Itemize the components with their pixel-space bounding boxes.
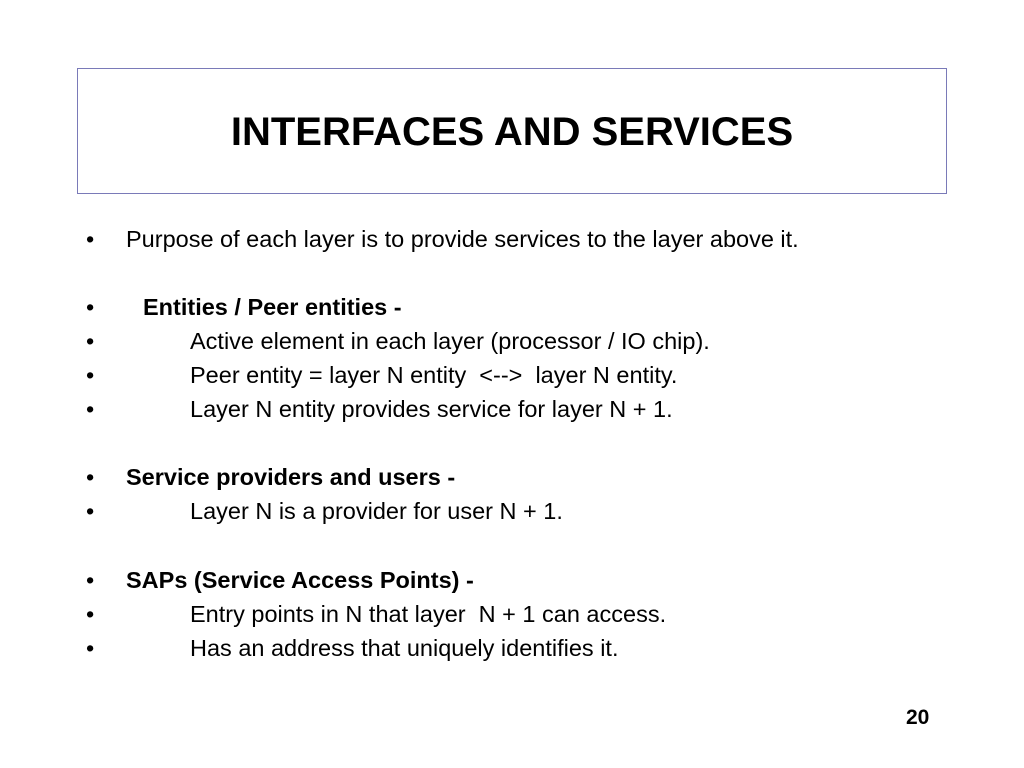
list-item	[0, 597, 1024, 631]
bullet-icon: •	[86, 464, 95, 490]
bullet-icon: •	[86, 328, 95, 354]
list-item	[0, 358, 1024, 392]
bullet-text: Has an address that uniquely identifies it.	[190, 635, 619, 661]
bullet-icon: •	[86, 362, 95, 388]
page-number: 20	[906, 706, 930, 729]
title-box	[77, 68, 947, 194]
bullet-text: Entry points in N that layer N + 1 can access.	[190, 601, 667, 627]
bullet-text: Layer N is a provider for user N + 1.	[190, 498, 563, 524]
bullet-text: Active element in each layer (processor / IO chip).	[190, 328, 710, 354]
list-item	[0, 460, 1024, 494]
bullet-text: Peer entity = layer N entity <--> layer N entity.	[190, 362, 678, 388]
list-item	[0, 222, 1024, 256]
list-item	[0, 563, 1024, 597]
bullet-icon: •	[86, 567, 95, 593]
bullet-text: Purpose of each layer is to provide services to the layer above it.	[126, 226, 799, 252]
section-heading: SAPs (Service Access Points) -	[126, 567, 474, 593]
slide-title: INTERFACES AND SERVICES	[230, 109, 794, 154]
bullet-icon: •	[86, 635, 95, 661]
list-item	[0, 324, 1024, 358]
section-heading: Entities / Peer entities -	[143, 294, 402, 320]
list-item	[0, 494, 1024, 528]
bullet-icon: •	[86, 601, 95, 627]
bullet-icon: •	[86, 396, 95, 422]
list-item	[0, 290, 1024, 324]
list-item	[0, 392, 1024, 426]
bullet-icon: •	[86, 294, 95, 320]
section-heading: Service providers and users -	[126, 464, 456, 490]
list-item	[0, 631, 1024, 665]
bullet-icon: •	[86, 498, 95, 524]
bullet-text: Layer N entity provides service for layer N + 1.	[190, 396, 673, 422]
bullet-icon: •	[86, 226, 95, 252]
